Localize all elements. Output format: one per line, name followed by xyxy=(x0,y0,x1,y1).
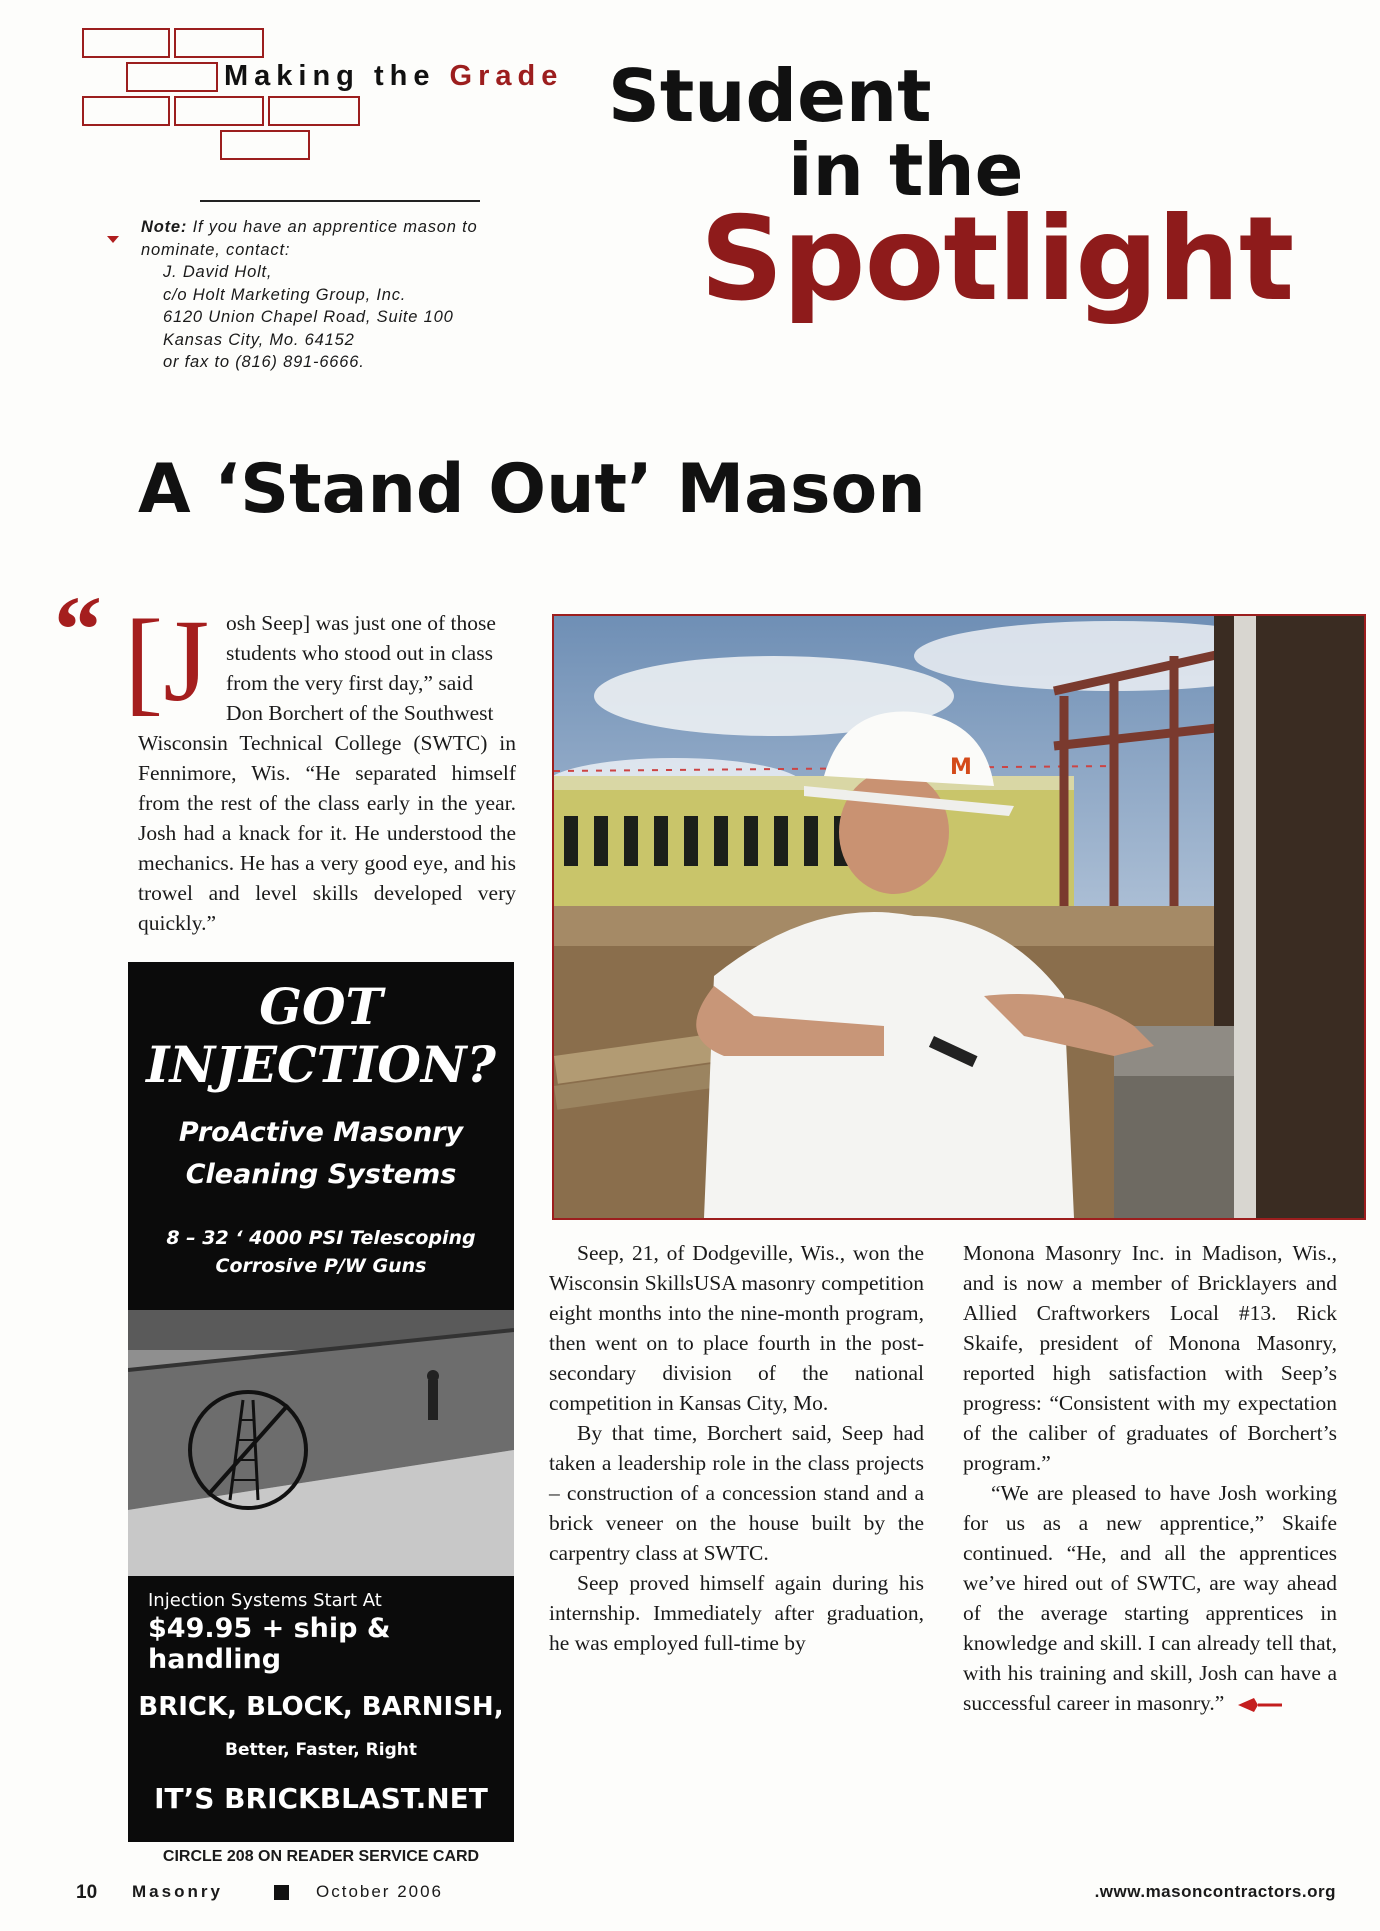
title-spotlight: Spotlight xyxy=(700,192,1294,327)
article-headline: A ‘Stand Out’ Mason xyxy=(138,450,926,529)
ad-headline-line1: GOT xyxy=(259,977,383,1036)
footer-date: October 2006 xyxy=(316,1882,444,1901)
body-column-2 xyxy=(963,1238,1337,1718)
lead-line4: Don Borchert of the Southwest xyxy=(226,701,494,725)
ad-price: $49.95 + ship & handling xyxy=(148,1613,391,1675)
ad-spec-line1: 8 – 32 ‘ 4000 PSI Telescoping xyxy=(166,1227,476,1249)
note-divider xyxy=(200,200,480,202)
ad-price-intro: Injection Systems Start At xyxy=(148,1590,382,1611)
lead-line2: students who stood out in class xyxy=(226,641,493,665)
note-fax: or fax to (816) 891-6666. xyxy=(163,353,365,371)
note-line2: nominate, contact: xyxy=(141,240,291,259)
lead-paragraph xyxy=(138,608,516,938)
note-line1: If you have an apprentice mason to xyxy=(192,218,478,236)
note-company: c/o Holt Marketing Group, Inc. xyxy=(163,285,407,304)
body-paragraph-4: Monona Masonry Inc. in Madison, Wis., and is now a member of Bricklayers and Allied Craftworkers Local #13. Rick Skaife, president of Monona Masonry, reported high satisfaction with Seep’s progress: “Consistent with my expectation of the caliber of graduates of Borchert’s program.” xyxy=(963,1241,1337,1475)
body-paragraph-1: Seep, 21, of Dodgeville, Wis., won the Wisconsin SkillsUSA masonry competition eight months into the nine-month program, then went on to place fourth in the post-secondary division of the national competition in Kansas City, Mo. xyxy=(549,1241,924,1415)
drop-cap: [J xyxy=(124,595,210,726)
nomination-note xyxy=(141,216,541,374)
note-arrow-icon xyxy=(107,236,119,243)
open-quote-mark: “ xyxy=(54,576,102,683)
note-city: Kansas City, Mo. 64152 xyxy=(163,330,355,349)
ad-spec-line2: Corrosive P/W Guns xyxy=(215,1255,427,1277)
ad-reader-service: CIRCLE 208 ON READER SERVICE CARD xyxy=(162,1848,480,1865)
helmet-logo-text: M xyxy=(950,755,972,780)
body-paragraph-5-text: “We are pleased to have Josh working for us as a new apprentice,” Skaife continued. “He, and all the apprentices we’ve hired out of SWTC, are way ahead of the average starting apprentices in knowledge and skill. I can already tell that, with his training and skill, Josh can have a successful career in masonry.” xyxy=(963,1481,1337,1715)
body-paragraph-5 xyxy=(963,1478,1337,1718)
ad-headline xyxy=(128,962,514,1094)
ad-products: BRICK, BLOCK, BARNISH, xyxy=(138,1692,504,1722)
footer-square-icon xyxy=(274,1885,289,1900)
ad-photo xyxy=(128,1310,514,1576)
column-title-part1: Making the xyxy=(224,60,436,92)
end-mark-trowel-icon xyxy=(1236,1696,1284,1714)
body-paragraph-3: Seep proved himself again during his internship. Immediately after graduation, he was employed full-time by xyxy=(549,1571,924,1655)
note-name: J. David Holt, xyxy=(163,263,273,281)
footer-url[interactable]: .www.masoncontractors.org xyxy=(1094,1882,1336,1901)
column-title-part2: Grade xyxy=(449,60,564,92)
title-in-the: in the xyxy=(788,128,1024,212)
ad-website[interactable]: IT’S BRICKBLAST.NET xyxy=(154,1782,488,1815)
column-title xyxy=(224,60,563,93)
body-column-1 xyxy=(549,1238,924,1658)
ad-brand-line2: Cleaning Systems xyxy=(185,1159,457,1190)
ad-headline-line2: INJECTION? xyxy=(146,1035,496,1094)
title-student: Student xyxy=(608,54,932,138)
footer-magazine: Masonry xyxy=(132,1882,223,1901)
note-street: 6120 Union Chapel Road, Suite 100 xyxy=(163,308,454,326)
note-label: Note: xyxy=(141,218,188,236)
brickblast-ad[interactable] xyxy=(128,962,514,1842)
photo-mason-at-work xyxy=(554,616,1364,1218)
lead-line3: from the very first day,” said xyxy=(226,671,473,695)
lead-rest: Wisconsin Technical College (SWTC) in Fennimore, Wis. “He separated himself from the rest of the class early in the year. Josh had a knack for it. He understood the mechanics. He has a very good eye, and his trowel and level skills developed very quickly.” xyxy=(138,731,516,935)
footer-page-number: 10 xyxy=(76,1882,98,1903)
page-footer xyxy=(76,1882,1336,1906)
lead-line1: osh Seep] was just one of those xyxy=(226,611,496,635)
article-photo xyxy=(552,614,1366,1220)
ad-brand-line1: ProActive Masonry xyxy=(178,1117,464,1148)
ad-tagline: Better, Faster, Right xyxy=(225,1740,417,1760)
body-paragraph-2: By that time, Borchert said, Seep had taken a leadership role in the class projects – construction of a concession stand and a brick veneer on the house built by the carpentry class at SWTC. xyxy=(549,1421,924,1565)
